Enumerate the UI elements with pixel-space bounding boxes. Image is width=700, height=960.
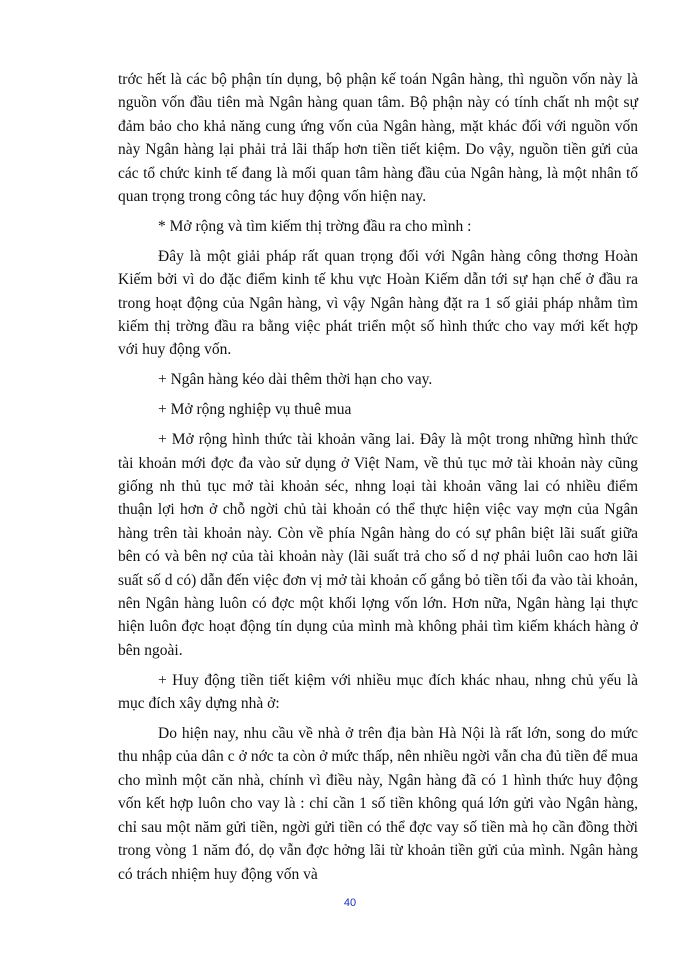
document-body [118, 68, 638, 892]
paragraph-6: + Mở rộng hình thức tài khoản vãng lai. Đây là một trong những hình thức tài khoản mới đợc đa vào sử dụng ở Việt Nam, về thủ tục mở tài khoản này cũng giống nh thủ tục mở tài khoản séc, nhng loại tài khoản vãng lai có nhiều điểm thuận lợi hơn ở chỗ ngời chủ tài khoản có thể thực hiện việc vay mợn của Ngân hàng trên tài khoản này. Còn về phía Ngân hàng do có sự phân biệt lãi suất giữa bên có và bên nợ của tài khoản này (lãi suất trả cho số d nợ phải luôn cao hơn lãi suất số d có) dẫn đến việc đơn vị mở tài khoản cố gắng bỏ tiền tối đa vào tài khoản, nên Ngân hàng luôn có đợc một khối lợng vốn lớn. Hơn nữa, Ngân hàng lại thực hiện luôn đợc hoạt động tín dụng của mình mà không phải tìm kiếm khách hàng ở bên ngoài. [118, 431, 638, 659]
paragraph-3: Đây là một giải pháp rất quan trọng đối với Ngân hàng công thơng Hoàn Kiếm bởi vì do đặc điểm kinh tế khu vực Hoàn Kiếm dẫn tới sự hạn chế ở đầu ra trong hoạt động của Ngân hàng, vì vậy Ngân hàng đặt ra 1 số giải pháp nhằm tìm kiếm thị trờng đầu ra bằng việc phát triển một số hình thức cho vay mới kết hợp với huy động vốn. [118, 247, 638, 359]
paragraph-4: + Ngân hàng kéo dài thêm thời hạn cho vay. [158, 371, 433, 389]
paragraph-7: + Huy động tiền tiết kiệm với nhiều mục đích khác nhau, nhng chủ yếu là mục đích xây dựng nhà ở: [118, 671, 638, 713]
page-number: 40 [343, 897, 357, 909]
paragraph-8: Do hiện nay, nhu cầu về nhà ở trên địa bàn Hà Nội là rất lớn, song do mức thu nhập của dân c ở nớc ta còn ở mức thấp, nên nhiều ngời vẫn cha đủ tiền để mua cho mình một căn nhà, chính vì điều này, Ngân hàng đã có 1 hình thức huy động vốn kết hợp luôn cho vay là : chỉ cần 1 số tiền không quá lớn gửi vào Ngân hàng, chỉ sau một năm gửi tiền, ngời gửi tiền có thể đợc vay số tiền mà họ cần đồng thời trong vòng 1 năm đó, dọ vẫn đợc hởng lãi từ khoản tiền gửi của mình. Ngân hàng có trách nhiệm huy động vốn và [118, 725, 638, 883]
paragraph-5: + Mở rộng nghiệp vụ thuê mua [158, 401, 352, 419]
paragraph-1: trớc hết là các bộ phận tín dụng, bộ phận kế toán Ngân hàng, thì nguồn vốn này là nguồn vốn đầu tiên mà Ngân hàng quan tâm. Bộ phận này có tính chất nh một sự đảm bảo cho khả năng cung ứng vốn của Ngân hàng, mặt khác đối với nguồn vốn này Ngân hàng lại phải trả lãi thấp hơn tiền tiết kiệm. Do vậy, nguồn tiền gửi của các tổ chức kinh tế đang là mối quan tâm hàng đầu của Ngân hàng, là một nhân tố quan trọng trong công tác huy động vốn hiện nay. [118, 71, 638, 206]
paragraph-2: * Mở rộng và tìm kiếm thị trờng đầu ra cho mình : [158, 217, 472, 235]
